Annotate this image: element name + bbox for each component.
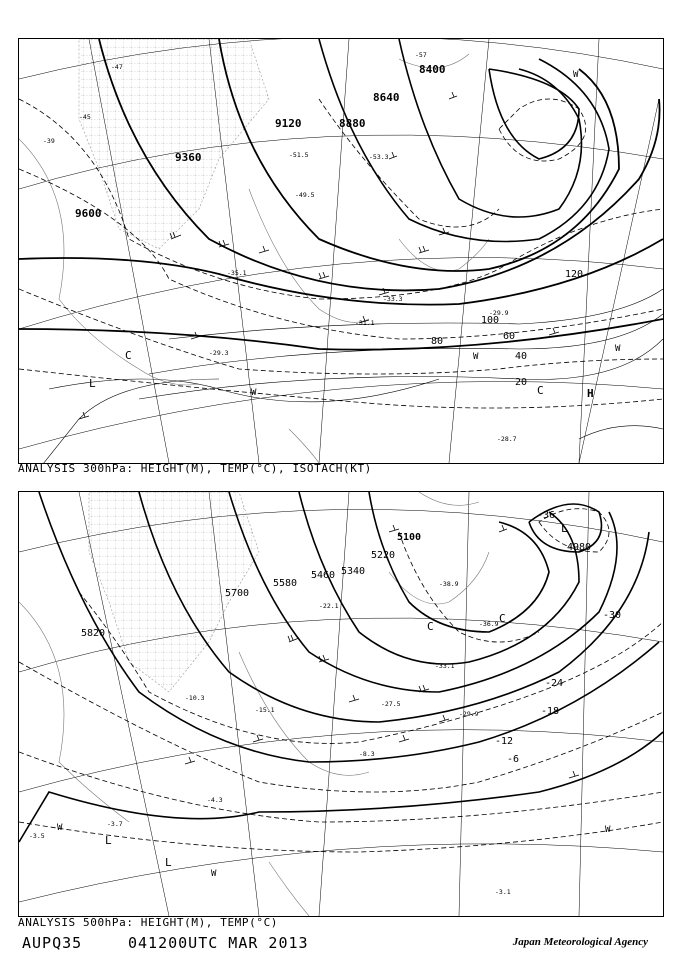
- temp-label: -39: [43, 137, 55, 145]
- analysis-500hpa-map: [18, 491, 664, 917]
- isotach-label: 80: [431, 336, 444, 347]
- warm-markers-500: [57, 823, 611, 879]
- temp-label: -53.3: [369, 153, 389, 161]
- height-label: 5820: [81, 628, 106, 639]
- height-label: 9360: [175, 151, 202, 164]
- warm-marker: W: [57, 823, 63, 833]
- chart-id: AUPQ35: [22, 934, 83, 952]
- height-label: 5100: [397, 532, 422, 543]
- warm-marker: W: [473, 352, 479, 362]
- cold-center-marker: C: [537, 384, 544, 397]
- temp-label: -45: [79, 113, 91, 121]
- station-temp: -36.9: [479, 620, 499, 628]
- isotherm-label: -6: [507, 754, 520, 765]
- isotachs-300: [39, 289, 663, 463]
- height-label: 5580: [273, 578, 298, 589]
- station-temp: -3.7: [107, 820, 123, 828]
- temp-label: -35.1: [227, 269, 247, 277]
- temp-label: -51.5: [289, 151, 309, 159]
- isotherm-label: -36: [537, 510, 556, 521]
- isotherm-label: -24: [545, 678, 564, 689]
- temp-label: -49.5: [295, 191, 315, 199]
- station-temp: -15.1: [255, 706, 275, 714]
- station-temp: -22.1: [319, 602, 339, 610]
- station-temp: -33.1: [435, 662, 455, 670]
- station-temp: -29.9: [459, 710, 479, 718]
- station-temp: -4.3: [207, 796, 223, 804]
- low-center-marker: L: [561, 522, 568, 535]
- warm-marker: W: [605, 825, 611, 835]
- analysis-300hpa-map: [18, 38, 664, 464]
- temp-label: -28.7: [497, 435, 517, 443]
- isotherm-label: -18: [541, 706, 560, 717]
- station-temp: -3.1: [495, 888, 511, 896]
- cold-center-marker: C: [125, 349, 132, 362]
- height-label: 9600: [75, 207, 102, 220]
- low-center-marker: L: [89, 377, 96, 390]
- station-temp: -8.3: [359, 750, 375, 758]
- caption-300hpa: ANALYSIS 300hPa: HEIGHT(M), TEMP(°C), ISOTACH(KT): [18, 462, 372, 475]
- height-label: 9120: [275, 117, 302, 130]
- height-label: 5340: [341, 566, 366, 577]
- high-center-marker: H: [587, 387, 594, 400]
- caption-500hpa: ANALYSIS 500hPa: HEIGHT(M), TEMP(°C): [18, 916, 279, 929]
- temp-label: -29.9: [489, 309, 509, 317]
- cold-center-marker: C: [499, 612, 506, 625]
- map-300hpa-canvas: [19, 39, 663, 463]
- station-temp: -27.5: [381, 700, 401, 708]
- low-center-marker: L: [105, 834, 112, 847]
- warm-marker: W: [251, 388, 257, 398]
- temp-label: -57: [415, 51, 427, 59]
- isotach-label: 120: [565, 269, 584, 280]
- warm-marker: W: [573, 70, 579, 80]
- warm-marker: W: [615, 344, 621, 354]
- low-center-marker: L: [165, 856, 172, 869]
- isotach-label: 100: [481, 315, 500, 326]
- map-500hpa-canvas: [19, 492, 663, 916]
- height-label: 5220: [371, 550, 396, 561]
- cold-center-marker: C: [427, 620, 434, 633]
- agency-name: Japan Meteorological Agency: [512, 936, 648, 948]
- height-label: 8400: [419, 63, 446, 76]
- station-temp: -38.9: [439, 580, 459, 588]
- warm-marker: W: [211, 869, 217, 879]
- height-label: 8640: [373, 91, 400, 104]
- temp-label: -31.1: [355, 319, 375, 327]
- station-temp: -10.3: [185, 694, 205, 702]
- issue-time: 041200UTC MAR 2013: [128, 934, 309, 952]
- isotach-label: 20: [515, 377, 528, 388]
- temp-label: -33.3: [383, 295, 403, 303]
- isotach-label: 40: [515, 351, 528, 362]
- isotherm-label: -30: [603, 610, 622, 621]
- height-label: 8880: [339, 117, 366, 130]
- station-temp: -3.5: [29, 832, 45, 840]
- isotach-label: 60: [503, 331, 516, 342]
- height-label: 5700: [225, 588, 250, 599]
- temp-label: -47: [111, 63, 123, 71]
- temp-label: -29.3: [209, 349, 229, 357]
- height-label: 4980: [567, 542, 592, 553]
- isotherm-label: -12: [495, 736, 514, 747]
- height-label: 5460: [311, 570, 336, 581]
